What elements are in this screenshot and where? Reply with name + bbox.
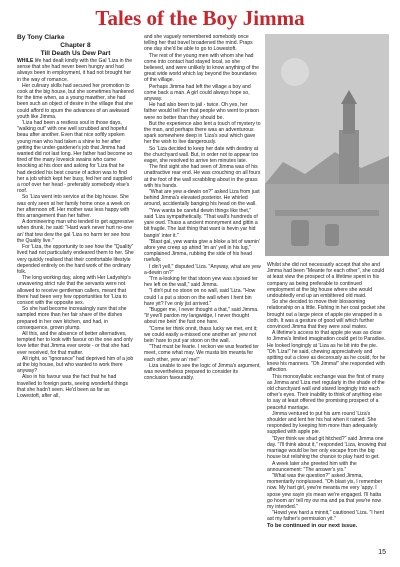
column-3 bbox=[267, 262, 387, 529]
paragraph bbox=[17, 58, 134, 83]
paragraph: So 'Liza decided to keep her date with destiny at the churchyard wall. But, in order not to appear too eager, she resolved to arrive ten minutes late. bbox=[144, 145, 259, 165]
paragraph: So 'Liza went into service at the big house. She was only seen at her family home once a week on her afternoon off. Her mother was less happy with this arrangement than her father. bbox=[17, 194, 130, 220]
lead-word: WHILE bbox=[17, 58, 34, 64]
paragraph: and she vaguely remembered somebody once telling her that travel broadened the mind. Praps one day she'd be able to go to Lowestoft. bbox=[144, 34, 253, 53]
column-1 bbox=[17, 34, 134, 399]
paragraph: So she decided to move their blossoming relationship on a little. Fishing in her coat pocket she brought out a large piece of apple pie wrapped in a cloth. It was a gesture of good will which further convinced Jimma that they were soul mates. bbox=[267, 299, 386, 331]
paragraph: A lifetime's access to that apple pie was as close to Jimma's limited imagination could get to Paradise. He looked longingly at 'Liza as he bit into the pie. "Oh 'Liza!" he said, chewing appreciatively and spitting out a clove as decorously as he could, for he knew his manners. "Oh Jimma!" she responded with affection. bbox=[267, 330, 386, 374]
chapter-subtitle: Till Death Us Dew Part bbox=[40, 50, 111, 57]
paragraph: "I din't put no stoon on no wall, said 'Liza. "How could I a put a stoon on the wall when I hent bin hare yit? I've only jist arrived." bbox=[144, 288, 256, 307]
continued-note: To be continued in our next issue. bbox=[267, 522, 358, 529]
byline: By Tony Clarke bbox=[17, 34, 65, 41]
paragraph: A week later she greeted him with the announcement: "The answer's yis." bbox=[267, 460, 357, 473]
paragraph: This monosyllabic exchange was the first of many as Jimma and 'Liza met regularly in the shade of the old churchyard wall and stared longingly into each other's eyes. Their inability to think of anything else to say at least offered the promising prospect of a peaceful marriage. bbox=[267, 373, 385, 411]
paragraph: So she had become increasingly sure that she sampled more than her fair share of the dishes prepared in her own kitchen, and had, in consequence, grown plump. bbox=[17, 306, 127, 331]
paragraph: "Blast gal, yew wanta give a bloke a bit of warnin' afore yew creep up ahind 'im an' yell in his lug," complained Jimma, rubbing the side of his head ruefully. bbox=[144, 238, 260, 264]
paragraph: I din't yell," disputed 'Liza. "Anyway, what are yew a-dewin on?" bbox=[144, 263, 261, 276]
paragraph: Liza unable to see the logic of Jimma's argument, was nevertheless prepared to consider its conclusion favourably. bbox=[144, 362, 261, 382]
paragraph: Whilst she did not necessarily accept that she and Jimma had been "Meante for each other", she could at least view the prospect of a lifetime spent in his company as being preferable to continued employment at the big house where she would undoubtedly end up an embittered old maid. bbox=[267, 262, 385, 300]
paragraph-text: life had dealt kindly with the Gal 'Liza in the sense that she had never been hungry and had always been in employment, it had not brought her in the way of romance. bbox=[17, 58, 133, 83]
column-2 bbox=[144, 34, 261, 381]
paragraph: "Howd yew hard a minnit," cautioned 'Liza. "I hent ast my father's permission yit." bbox=[267, 510, 385, 523]
paragraph: 'Liza had been a restless soul in those days, "walking out" with one well scrubbed and hopeful beau after another. Even that nice softly spoken young man who had taken a shine to her after getting the under-gardener's job that Jimma had wanted did not last long. Her father had become so tired of the many lovesick swains who came knocking at his door and asking for 'Liza that he had decided his best course of action was to find her a job which kept her busy, fed her and supplied a roof over her head - preferably somebody else's roof. bbox=[17, 120, 133, 195]
paragraph: The rest of the young men with whom she had come into contact had stayed local, so she believed, and were unlikely to know anything of the great wide world which lay beyond the boundaries of the village. bbox=[144, 52, 259, 84]
paragraph: "I'm a-looking fer that stoon yew was s'posed ter hev left on the wall," said Jimma. bbox=[144, 275, 258, 289]
paragraph: A domineering man who tended to get aggressive when drunk, he said: "Hard wark never hurt no-one an' that tew dew the gal 'Liza no harm ter see how the Quality live." bbox=[17, 219, 134, 244]
paragraph: "Come ter think onnit, thass lucky we met, ent it; we could easily a-missed one another an' yew not bein' hare to put yar stoon on the wall. bbox=[144, 325, 258, 344]
photo-graphic bbox=[265, 34, 389, 256]
paragraph: The first sight she had seen of Jimma was of his unattractive rear end. He was crouching on all fours at the foot of the wall scrabbling about in the grass with his hands. bbox=[144, 164, 261, 189]
paragraph: Her culinary skills had secured her promotion to cook at the big house, but she sometimes hankered for the time when, as a young mawther, she had been such an object of desire in the village that she could afford to spurn the advances of an awkward youth like Jimma. bbox=[17, 82, 134, 120]
paragraph: "That must be fearte. I reckon we wus fearted ter meet, come what may. We musta bin meanta fer each other, yew an' me!" bbox=[144, 344, 259, 363]
paragraph: For 'Liza, the opportunity to see how the "Quality" lived had not particularly endeared them to her. She very quickly realised that their comfortable lifestyle depended entirely on the hard work of the ordinary folk. bbox=[17, 244, 134, 275]
page-number: 15 bbox=[378, 549, 386, 556]
paragraph: Jimma ventured to put his arm round 'Liza's shoulder and lent her his hat when it rained. She responded by keeping him more than adequately supplied with apple pie. bbox=[267, 410, 378, 436]
paragraph: "What are yew a-dewin on?" asked Liza from just behind Jimma's elevated posterior. He whirled around, accidentally banging his head on the wall. bbox=[144, 189, 260, 208]
paragraph: But the experience also lent a touch of mystery to the man, and perhaps there was an adventurous spark somewhere deep in 'Liza's soul which gave her the wish to live dangerously. bbox=[144, 120, 261, 146]
paragraph: Perhaps Jimma had left the village a boy and come back a man. A girl could always hope so, anyway. bbox=[144, 83, 251, 103]
paragraph: "What was the question?" asked Jimma, momentarily nonplussed. "Oh blast yis, I remember now. My hart girl, yew're meanta me very 'appy. I spose yew sayin yis mean we're engaged. I'll hatta go hoom an' tell my ow ma and pa that yew're now my intended." bbox=[267, 472, 383, 510]
paragraph: All this, and the absence of better alternatives, tempted her to look with favour on the one and only love letter that Jimma ever wrote - or that she had ever received, for that matter. bbox=[17, 330, 133, 356]
paragraph: He had also been to jail - twice. Oh yes, her father would tell her that people who went to prison were no better than they should be. bbox=[144, 102, 259, 121]
paragraph: "Bugger me, I never thought a that," said Jimma. "If yew'll pardon my langwidge, I never thought about me bein' the fust one hare. bbox=[144, 306, 259, 326]
paragraph: "Yew wanta be careful dewin things like thet," said 'Liza sympathetically. "That wall's hundreds of yare owd. Thass a ancient monnyment and gittin a bit fragile. The last thing that want is hevin yar hid bangin' inter it." bbox=[144, 207, 258, 239]
paragraph: All right, so "ignorance" had deprived him of a job at the big house, but who wanted to work there anyway? bbox=[17, 355, 134, 375]
paragraph: Also in his favour was the fact that he had travelled to foreign parts, seeing wonderful things that she hadn't seen. He'd been as far as Lowestoft, after all, bbox=[17, 374, 128, 399]
page-title: Tales of the Boy Jimma bbox=[95, 6, 305, 30]
paragraph: "Dyer think we shud git hitched?" said Jimma one day. "I'll think about it," responded 'Liza, knowing that marriage would be her only escape from the big house but relishing the chance to play hard to get. bbox=[267, 435, 387, 461]
chapter-heading: Chapter 8 bbox=[60, 42, 91, 49]
illustration-photo bbox=[265, 34, 389, 256]
paragraph: The long working day, along with Her Ladyship's unwavering strict rule that the servants were not allowed to receive gentleman callers, meant that there had been very few opportunities for 'Liza to consort with the opposite sex. bbox=[17, 275, 131, 306]
